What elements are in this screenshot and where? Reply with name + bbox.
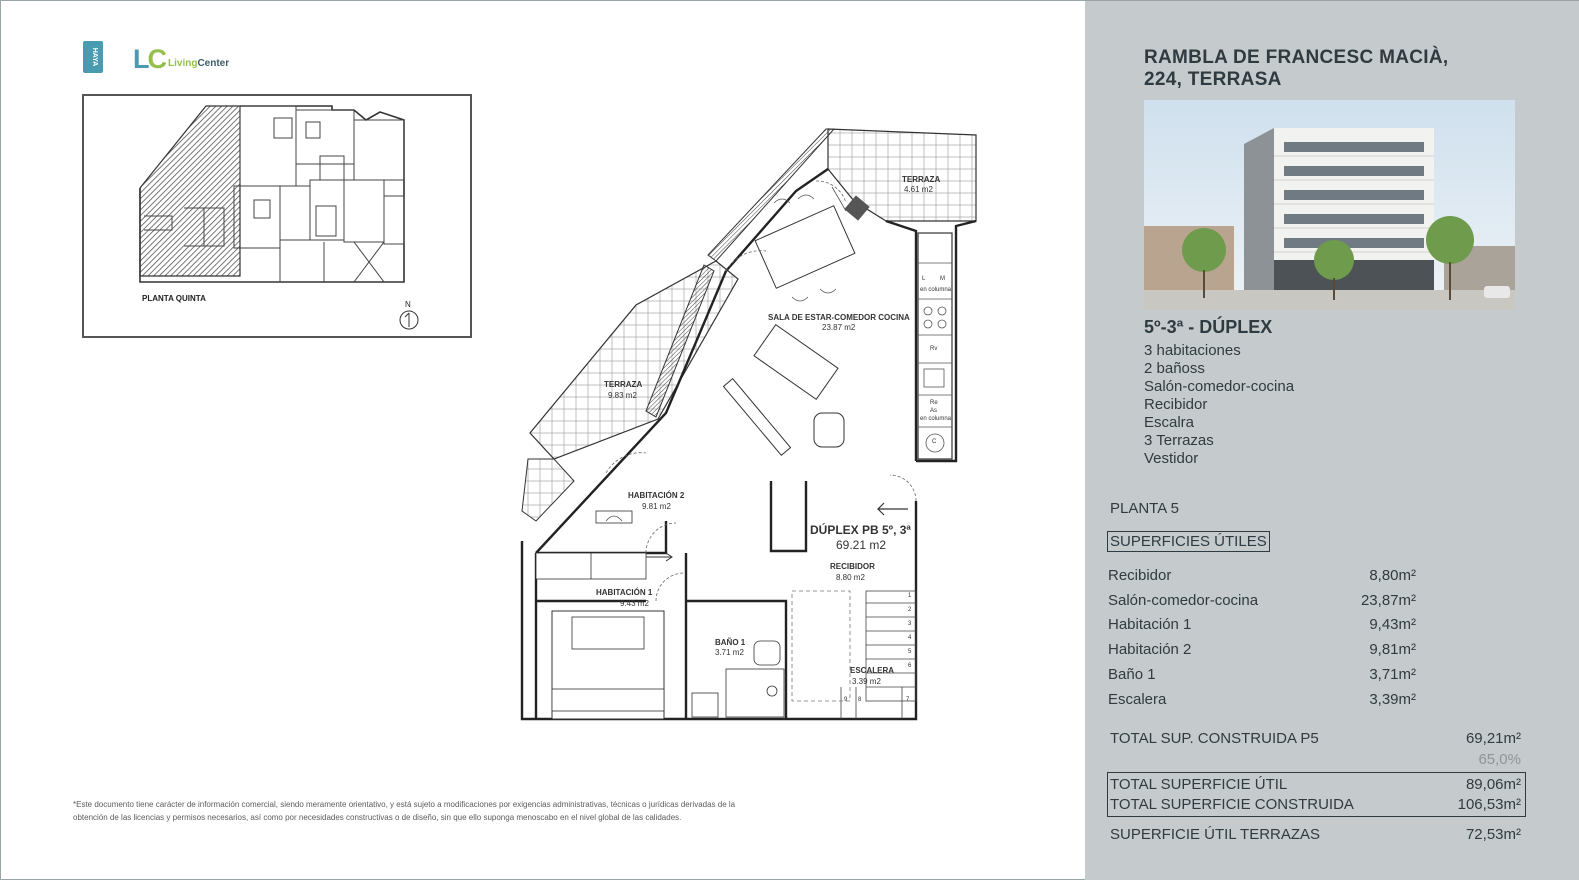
lc-name: LivingCenter <box>168 58 230 69</box>
surface-row <box>1108 641 1416 658</box>
room-area-terraza-top: 4.61 m2 <box>904 185 933 194</box>
feature-item: Escalra <box>1144 414 1195 431</box>
stair-step: 6 <box>908 663 912 669</box>
surface-value: 23,87m² <box>1360 592 1416 609</box>
surface-row <box>1108 567 1416 584</box>
surface-label: Recibidor <box>1108 567 1172 584</box>
surface-value: 8,80m² <box>1369 567 1416 584</box>
surface-row <box>1108 691 1416 708</box>
room-label-terraza-left: TERRAZA <box>604 380 643 389</box>
property-address: RAMBLA DE FRANCESC MACIÀ, 224, TERRASA <box>1144 47 1449 90</box>
stair-step: 3 <box>908 621 912 627</box>
stair-step: 9 <box>844 697 848 703</box>
stair-step: 4 <box>908 635 912 641</box>
room-area-hab2: 9.81 m2 <box>642 502 671 511</box>
floor-label: PLANTA 5 <box>1110 500 1179 517</box>
surface-value: 9,43m² <box>1369 616 1416 633</box>
feature-item: Vestidor <box>1144 450 1199 467</box>
room-label-hab2: HABITACIÓN 2 <box>628 491 685 500</box>
surface-label: Habitación 2 <box>1108 641 1192 658</box>
feature-item: 3 habitaciones <box>1144 342 1241 359</box>
total-util-row: TOTAL SUPERFICIE ÚTIL 89,06m² <box>1110 776 1521 793</box>
room-label-sala: SALA DE ESTAR-COMEDOR COCINA <box>768 313 910 322</box>
key-plan <box>82 94 472 338</box>
stair-step: 8 <box>858 697 862 703</box>
feature-item: 2 bañoss <box>1144 360 1205 377</box>
floor-plan <box>516 121 986 721</box>
surface-row <box>1108 616 1416 633</box>
surface-value: 3,39m² <box>1369 691 1416 708</box>
kitchen-label-as: As <box>930 408 938 414</box>
stair-step: 2 <box>908 607 912 613</box>
key-plan-label: PLANTA QUINTA <box>142 294 206 303</box>
legal-disclaimer: *Este documento tiene carácter de información comercial, siendo meramente orientativo, y está sujeto a modificaciones por exigencias administrativas, técnicas o jurídicas derivadas de la obtención de las licencias y permisos necesarios, así como por necesidades constructivas o de diseño, sin que ello suponga menoscabo en el nivel global de las calidades. <box>73 800 736 822</box>
stair-step: 5 <box>908 649 912 655</box>
total-construida-p5-row: TOTAL SUP. CONSTRUIDA P5 69,21m² <box>1110 730 1521 747</box>
kitchen-label-re: Re <box>930 400 938 406</box>
surface-row <box>1108 592 1416 609</box>
kitchen-label-c: C <box>932 439 937 445</box>
unit-plan-title: DÚPLEX PB 5º, 3ª <box>810 523 911 537</box>
stair-step: 1 <box>908 593 912 599</box>
feature-item: Salón-comedor-cocina <box>1144 378 1295 395</box>
room-label-terraza-top: TERRAZA <box>902 175 941 184</box>
floor-plan-drawing <box>516 121 986 721</box>
room-area-hab1: 9.43 m2 <box>620 599 649 608</box>
info-panel <box>1085 1 1579 880</box>
surface-label: Escalera <box>1108 691 1167 708</box>
lc-initials: LC <box>133 44 165 74</box>
building-render-photo <box>1144 100 1515 310</box>
room-label-bano1: BAÑO 1 <box>715 638 746 647</box>
util-terrazas-row: SUPERFICIE ÚTIL TERRAZAS 72,53m² <box>1110 826 1521 843</box>
feature-list <box>1144 342 1294 468</box>
room-label-hab1: HABITACIÓN 1 <box>596 588 653 597</box>
kitchen-label-column-1: en columna <box>920 287 952 293</box>
kitchen-label-m: M <box>940 276 945 282</box>
surface-value: 9,81m² <box>1369 641 1416 658</box>
north-label: N <box>405 300 411 309</box>
surface-value: 3,71m² <box>1369 666 1416 683</box>
living-center-logo <box>133 44 230 74</box>
room-label-recibidor: RECIBIDOR <box>830 562 875 571</box>
haya-logo <box>81 39 105 75</box>
room-area-bano1: 3.71 m2 <box>715 648 744 657</box>
surface-label: Habitación 1 <box>1108 616 1192 633</box>
room-area-sala: 23.87 m2 <box>822 323 856 332</box>
surface-row <box>1108 666 1416 683</box>
room-label-escalera: ESCALERA <box>850 666 895 675</box>
percentage-value: 65,0% <box>1478 751 1521 768</box>
room-area-escalera: 3.39 m2 <box>852 677 881 686</box>
unit-plan-total: 69.21 m2 <box>836 538 887 552</box>
total-construida-row: TOTAL SUPERFICIE CONSTRUIDA 106,53m² <box>1110 796 1521 813</box>
feature-item: Recibidor <box>1144 396 1208 413</box>
room-area-terraza-left: 9.83 m2 <box>608 391 637 400</box>
room-area-recibidor: 8.80 m2 <box>836 573 865 582</box>
kitchen-label-column-2: en columna <box>920 416 952 422</box>
unit-title: 5º-3ª - DÚPLEX <box>1144 317 1273 337</box>
surface-label: Salón-comedor-cocina <box>1108 592 1259 609</box>
feature-item: 3 Terrazas <box>1144 432 1214 449</box>
superficies-header: SUPERFICIES ÚTILES <box>1107 531 1270 552</box>
surface-label: Baño 1 <box>1108 666 1156 683</box>
svg-text:HAYA: HAYA <box>91 47 98 67</box>
stair-step: 7 <box>906 697 910 703</box>
kitchen-label-l: L <box>922 276 926 282</box>
kitchen-label-rv: Rv <box>930 346 938 352</box>
